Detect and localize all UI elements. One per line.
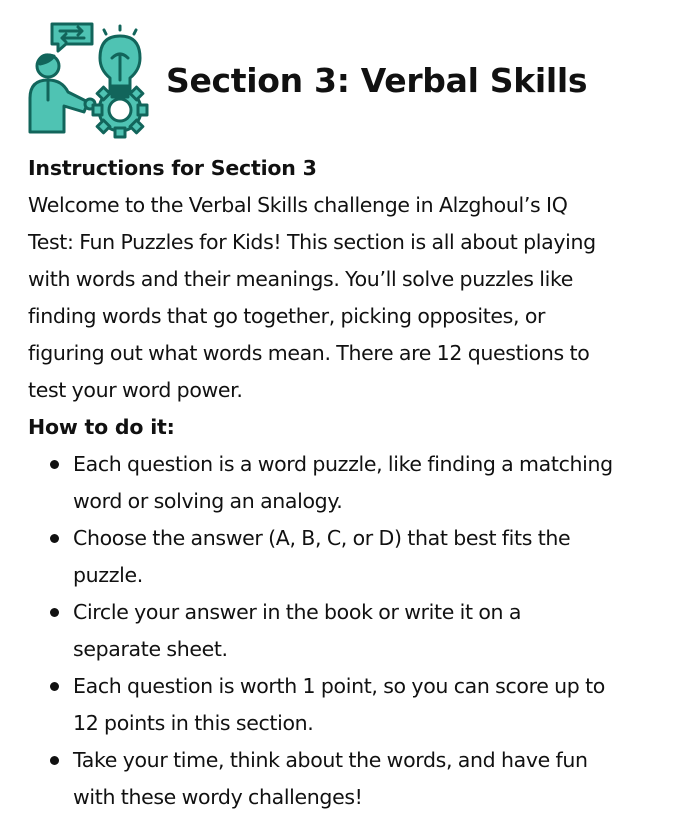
list-item (28, 446, 668, 520)
list-item (28, 520, 668, 594)
instructions-line: Welcome to the Verbal Skills challenge in Alzghoul’s IQ (28, 193, 568, 217)
list-item-line: 12 points in this section. (73, 711, 314, 735)
list-item (28, 742, 668, 816)
bullet-icon (50, 608, 59, 617)
how-to-heading: How to do it: (28, 415, 175, 439)
list-item-line: puzzle. (73, 563, 143, 587)
list-item-line: Circle your answer in the book or write it on a (73, 600, 522, 624)
instructions-line: with words and their meanings. You’ll solve puzzles like (28, 267, 574, 291)
list-item-line: Take your time, think about the words, and have fun (73, 748, 588, 772)
instructions-paragraph (28, 187, 668, 409)
list-item (28, 594, 668, 668)
list-item (28, 668, 668, 742)
person-idea-lightbulb-gear-icon (26, 20, 152, 140)
bullet-icon (50, 756, 59, 765)
instructions-line: test your word power. (28, 378, 243, 402)
bullet-icon (50, 460, 59, 469)
instructions-heading: Instructions for Section 3 (28, 156, 317, 180)
list-item-line: word or solving an analogy. (73, 489, 343, 513)
content (28, 150, 668, 816)
bullet-icon (50, 534, 59, 543)
instructions-line: Test: Fun Puzzles for Kids! This section is all about playing (28, 230, 596, 254)
how-to-list (28, 446, 668, 816)
list-item-line: Choose the answer (A, B, C, or D) that best fits the (73, 526, 571, 550)
section-header (26, 20, 587, 140)
instructions-line: finding words that go together, picking opposites, or (28, 304, 546, 328)
instructions-line: figuring out what words mean. There are 12 questions to (28, 341, 590, 365)
list-item-line: separate sheet. (73, 637, 228, 661)
list-item-line: Each question is worth 1 point, so you can score up to (73, 674, 605, 698)
bullet-icon (50, 682, 59, 691)
list-item-line: with these wordy challenges! (73, 785, 363, 809)
list-item-line: Each question is a word puzzle, like finding a matching (73, 452, 613, 476)
page-title: Section 3: Verbal Skills (166, 60, 588, 100)
